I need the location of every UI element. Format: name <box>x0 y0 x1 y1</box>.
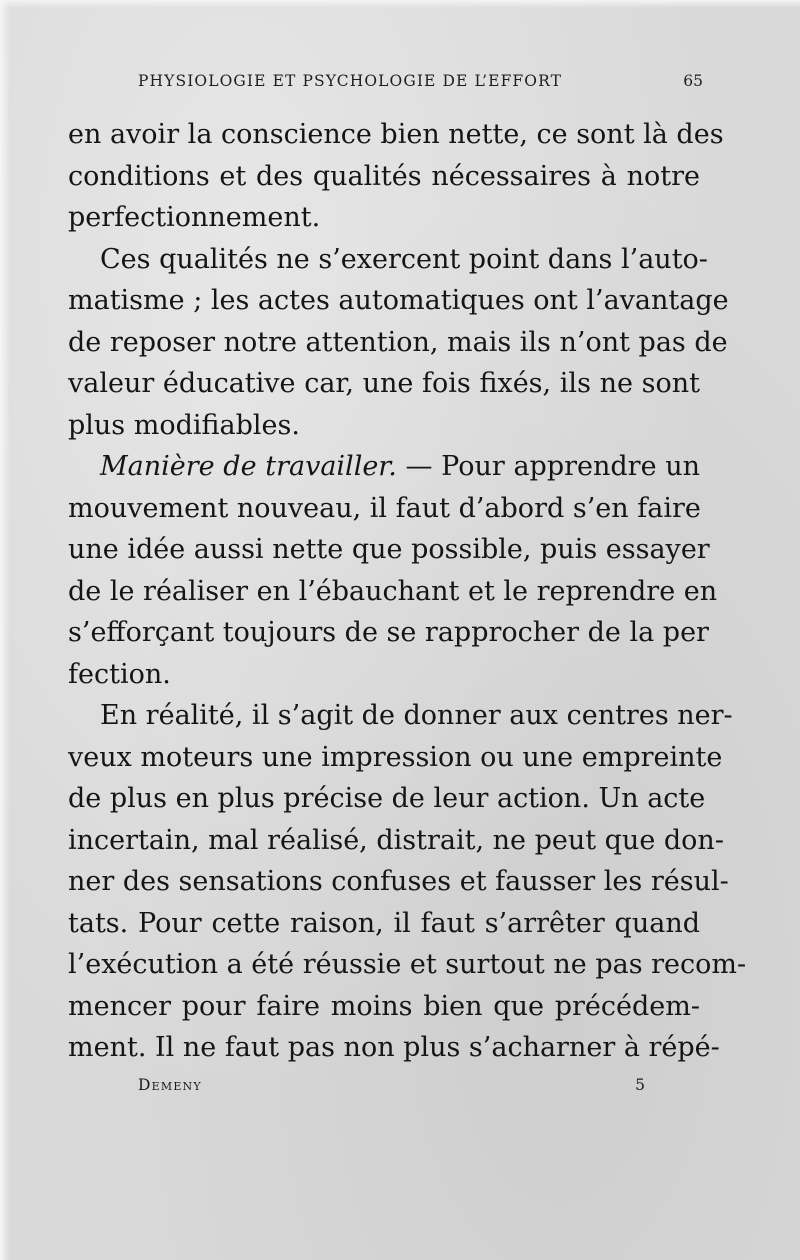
signature-number: 5 <box>635 1076 645 1094</box>
section-heading-line <box>68 446 700 488</box>
text-line: de reposer notre attention, mais ils n’ont pas de <box>68 326 728 358</box>
text-line: matisme ; les actes automatiques ont l’avantage <box>68 285 729 316</box>
section-heading-continuation: — Pour apprendre un <box>405 451 700 482</box>
running-title: PHYSIOLOGIE ET PSYCHOLOGIE DE L’EFFORT <box>138 72 563 90</box>
text-line: valeur éducative car, une fois fixés, ils ne sont <box>68 368 700 399</box>
text-line: en avoir la conscience bien nette, ce sont là des <box>68 119 724 150</box>
text-line: veux moteurs une impression ou une empreinte <box>68 741 723 773</box>
printer-signature: Demeny <box>138 1076 202 1094</box>
text-line: perfectionnement. <box>68 202 321 233</box>
scan-edge-left <box>0 0 10 1260</box>
scan-edge-top <box>0 0 800 8</box>
text-line: s’efforçant toujours de se rapprocher de la per <box>68 617 709 648</box>
paragraph-start-line: En réalité, il s’agit de donner aux centres ner- <box>100 700 733 731</box>
text-line: de le réaliser en l’ébauchant et le reprendre en <box>68 575 718 607</box>
text-line: conditions et des qualités nécessaires à notre <box>68 160 700 192</box>
text-line: fection. <box>68 658 171 690</box>
body-text <box>68 114 747 1069</box>
section-heading: Manière de travailler. <box>100 451 397 482</box>
text-line: tats. Pour cette raison, il faut s’arrêter quand <box>68 907 700 939</box>
page-number: 65 <box>683 72 703 90</box>
text-line: ment. Il ne faut pas non plus s’acharner à répé- <box>68 1032 720 1063</box>
running-head <box>138 72 703 98</box>
text-line: une idée aussi nette que possible, puis essayer <box>68 534 710 565</box>
text-line: incertain, mal réalisé, distrait, ne peut que don- <box>68 824 724 856</box>
text-line: plus modifiables. <box>68 409 300 441</box>
text-line: mouvement nouveau, il faut d’abord s’en faire <box>68 492 701 524</box>
text-line: ner des sensations confuses et fausser les résul- <box>68 866 729 897</box>
signature-footer <box>138 1076 645 1102</box>
text-line: mencer pour faire moins bien que précédem- <box>68 990 700 1022</box>
text-line: l’exécution a été réussie et surtout ne pas recom- <box>68 949 747 980</box>
text-line: de plus en plus précise de leur action. Un acte <box>68 783 706 814</box>
paragraph-start-line: Ces qualités ne s’exercent point dans l’auto- <box>100 243 708 275</box>
